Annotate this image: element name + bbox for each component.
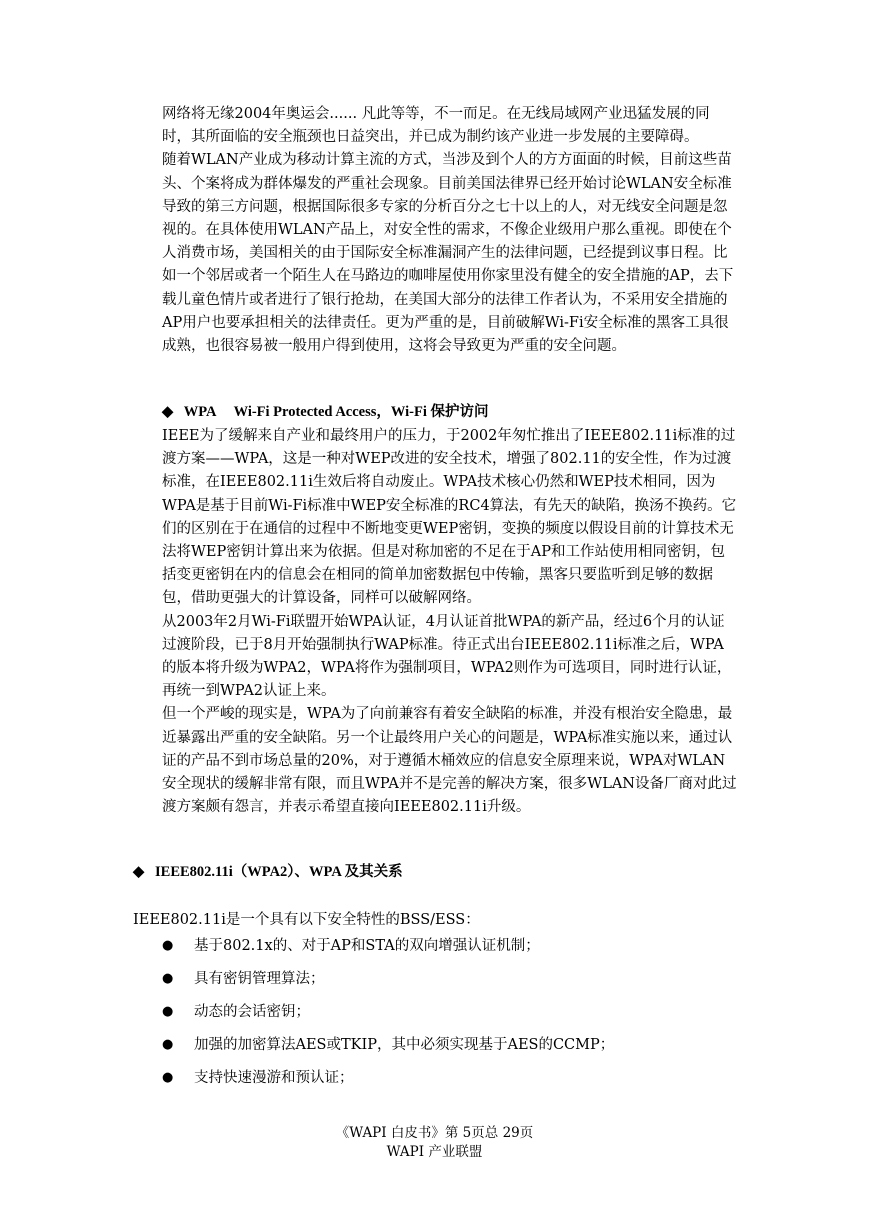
bullet-icon: ● [162,1037,174,1052]
paragraph: 随着WLAN产业成为移动计算主流的方式，当涉及到个人的方方面面的时候，目前这些苗头、个案将成为群体爆发的严重社会现象。目前美国法律界已经开始讨论WLAN安全标准导致的第三方问题，根据国际很多专家的分析百分之七十以上的人，对无线安全问题是忽视的。在具体使用WLAN产品上，对安全性的需求，不像企业级用户那么重视。即使在个人消费市场，美国相关的由于国际安全标准漏洞产生的法律问题，已经提到议事日程。比如一个邻居或者一个陌生人在马路边的咖啡屋使用你家里没有健全的安全措施的AP，去下载儿童色情片或者进行了银行抢劫，在美国大部分的法律工作者认为，不采用安全措施的AP用户也要承担相关的法律责任。更为严重的是，目前破解Wi-Fi安全标准的黑客工具很成熟，也很容易被一般用户得到使用，这将会导致更为严重的安全问题。 [162,152,734,355]
list-item-text: 支持快速漫游和预认证； [194,1070,354,1086]
ieee-intro-text: IEEE802.11i是一个具有以下安全特性的BSS/ESS： [133,912,480,928]
list-item-text: 具有密钥管理算法； [194,971,325,987]
list-item-text: 基于802.1x的、对于AP和STA的双向增强认证机制； [194,938,540,954]
ieee-section-heading: ◆ IEEE802.11i（WPA2）、WPA 及其关系 [133,864,403,880]
bullet-icon: ● [162,938,174,953]
paragraph: 网络将无缘2004年奥运会...... 凡此等等，不一而足。在无线局域网产业迅猛发展的同时，其所面临的安全瓶颈也日益突出，并已成为制约该产业进一步发展的主要障碍。 [162,106,710,146]
list-item [160,936,740,969]
wpa-section-heading: ◆ WPA Wi-Fi Protected Access，Wi-Fi 保护访问 [162,404,489,420]
list-item [160,1068,740,1101]
feature-list [160,936,740,1101]
list-item-text: 加强的加密算法AES或TKIP，其中必须实现基于AES的CCMP； [194,1037,615,1053]
paragraph: 但一个严峻的现实是，WPA为了向前兼容有着安全缺陷的标准，并没有根治安全隐患，最近暴露出严重的安全缺陷。另一个让最终用户关心的问题是，WPA标准实施以来，通过认证的产品不到市场总量的20%，对于遵循木桶效应的信息安全原理来说，WPA对WLAN安全现状的缓解非常有限，而且WPA并不是完善的解决方案，很多WLAN设备厂商对此过渡方案颇有怨言，并表示希望直接向IEEE802.11i升级。 [162,706,737,816]
page-footer-organization: WAPI 产业联盟 [386,1144,483,1160]
list-item-text: 动态的会话密钥； [194,1004,310,1020]
intro-text-block [162,103,738,358]
page-footer-page-number: 《WAPI 白皮书》第 5页总 29页 [335,1125,534,1141]
bullet-icon: ● [162,1070,174,1085]
list-item [160,1002,740,1035]
bullet-icon: ● [162,971,174,986]
paragraph: IEEE为了缓解来自产业和最终用户的压力，于2002年匆忙推出了IEEE802.11i标准的过渡方案——WPA，这是一种对WEP改进的安全技术，增强了802.11的安全性，作为过渡标准，在IEEE802.11i生效后将自动废止。WPA技术核心仍然和WEP技术相同，因为WPA是基于目前Wi-Fi标准中WEP安全标准的RC4算法，有先天的缺陷，换汤不换药。它们的区别在于在通信的过程中不断地变更WEP密钥，变换的频度以假设目前的计算技术无法将WEP密钥计算出来为依据。但是对称加密的不足在于AP和工作站使用相同密钥，包括变更密钥在内的信息会在相同的简单加密数据包中传输，黑客只要监听到足够的数据包，借助更强大的计算设备，同样可以破解网络。 [162,428,737,607]
list-item [160,969,740,1002]
bullet-icon: ● [162,1004,174,1019]
list-item [160,1035,740,1068]
paragraph: 从2003年2月Wi-Fi联盟开始WPA认证，4月认证首批WPA的新产品，经过6个月的认证过渡阶段，已于8月开始强制执行WAP标准。待正式出台IEEE802.11i标准之后，WPA的版本将升级为WPA2，WPA将作为强制项目，WPA2则作为可选项目，同时进行认证，再统一到WPA2认证上来。 [162,613,732,700]
wpa-text-block [162,425,738,819]
